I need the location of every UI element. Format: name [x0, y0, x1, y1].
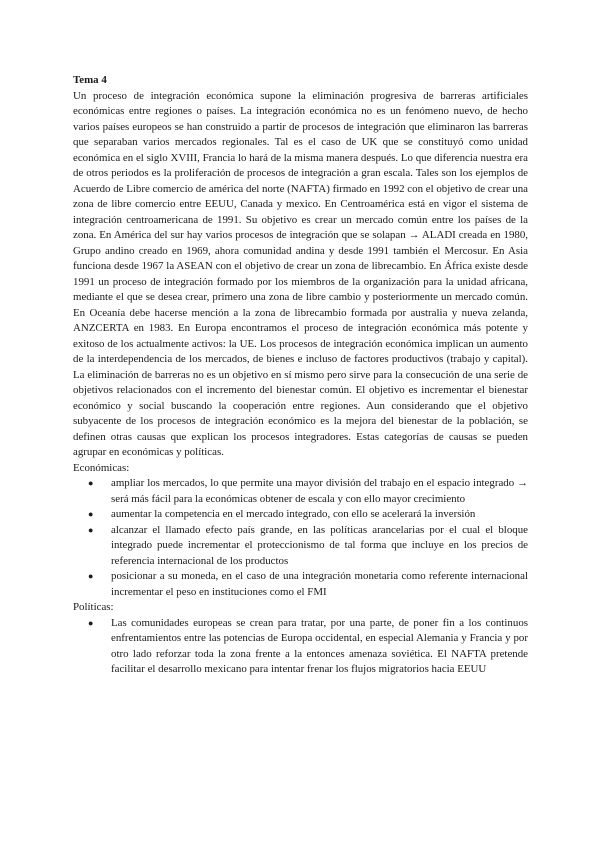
list-item [88, 523, 528, 570]
list-item [88, 507, 528, 523]
list-item-text: Las comunidades europeas se crean para tratar, por una parte, de poner fin a los continuos enfrentamientos entre las potencias de Europa occidental, en especial Alemania y Francia y por otro lado reforzar toda la zona frente a la entonces amenaza soviética. El NAFTA pretende facilitar el desarrollo mexicano para intentar frenar los flujos migratorios hacia EEUU [111, 616, 528, 675]
politicas-list [73, 616, 528, 678]
list-item-text: aumentar la competencia en el mercado integrado, con ello se acelerará la inversión [111, 508, 476, 520]
list-item-text: posicionar a su moneda, en el caso de una integración monetaria como referente internacional incrementar el peso en instituciones como el FMI [111, 570, 528, 598]
intro-paragraph: Un proceso de integración económica supone la eliminación progresiva de barreras artificiales económicas entre regiones o países. La integración económica no es un fenómeno nuevo, de hecho varios países europeos se han construido a partir de procesos de integración que eliminaron las barreras que separaban varios mercados regionales. Tal es el caso de UK que se constituyó como unidad económica en el siglo XVIII, Francia lo hará de la misma manera después. Lo que diferencia nuestra era de otros periodos es la proliferación de procesos de integración a gran escala. Tales son los ejemplos de Acuerdo de Libre comercio de américa del norte (NAFTA) firmado en 1992 con el objetivo de crear una zona de libre comercio entre EEUU, Canada y mexico. En Centroamérica está en vigor el sistema de integración centroamericana de 1991. Su objetivo es crear un mercado común entre los países de la zona. En América del sur hay varios procesos de integración que se solapan → ALADI creada en 1980, Grupo andino creado en 1969, ahora comunidad andina y desde 1991 también el Mercosur. En Asia funciona desde 1967 la ASEAN con el objetivo de crear un zona de librecambio. En África existe desde 1991 un proceso de integración formado por los miembros de la organización para la unidad africana, mediante el que se desea crear, primero una zona de libre cambio y posteriormente un mercado común. En Oceanía debe hacerse mención a la zona de librecambio formada por australia y nueva zelanda, ANZCERTA en 1983. En Europa encontramos el proceso de integración económica más potente y exitoso de los actualmente activos: la UE. Los procesos de integración económica implican un aumento de la interdependencia de los mercados, de bienes e incluso de factores productivos (trabajo y capital). La eliminación de barreras no es un objetivo en sí mismo pero sirve para la consecución de una serie de objetivos relacionados con el incremento del bienestar común. El objetivo es incrementar el bienestar económico y social buscando la cooperación entre regiones. Aun considerando que el objetivo subyacente de los procesos de integración económico es la mejora del bienestar de la población, se definen otras causas que explican los procesos integradores. Estas categorías de causas se pueden agrupar en económicas y políticas. [73, 89, 528, 458]
bullet-icon: ● [88, 617, 94, 628]
economicas-list [73, 476, 528, 600]
bullet-icon: ● [88, 571, 94, 581]
document-page [73, 73, 528, 678]
bullet-icon: ● [88, 524, 94, 535]
politicas-label: Políticas: [73, 601, 114, 613]
list-item [88, 569, 528, 600]
bullet-icon: ● [88, 478, 94, 488]
economicas-label: Económicas: [73, 461, 130, 474]
list-item-text: ampliar los mercados, lo que permite una mayor división del trabajo en el espacio integrado → será más fácil para la económicas obtener de escala y con ello mayor crecimiento [111, 477, 528, 505]
bullet-icon: ● [88, 509, 94, 519]
list-item [88, 616, 528, 678]
list-item [88, 476, 528, 507]
document-title: Tema 4 [73, 74, 107, 86]
list-item-text: alcanzar el llamado efecto país grande, en las políticas arancelarias por el cual el bloque integrado puede incrementar el proteccionismo de tal forma que incluye en los precios de referencia internacional de los productos [111, 523, 528, 567]
